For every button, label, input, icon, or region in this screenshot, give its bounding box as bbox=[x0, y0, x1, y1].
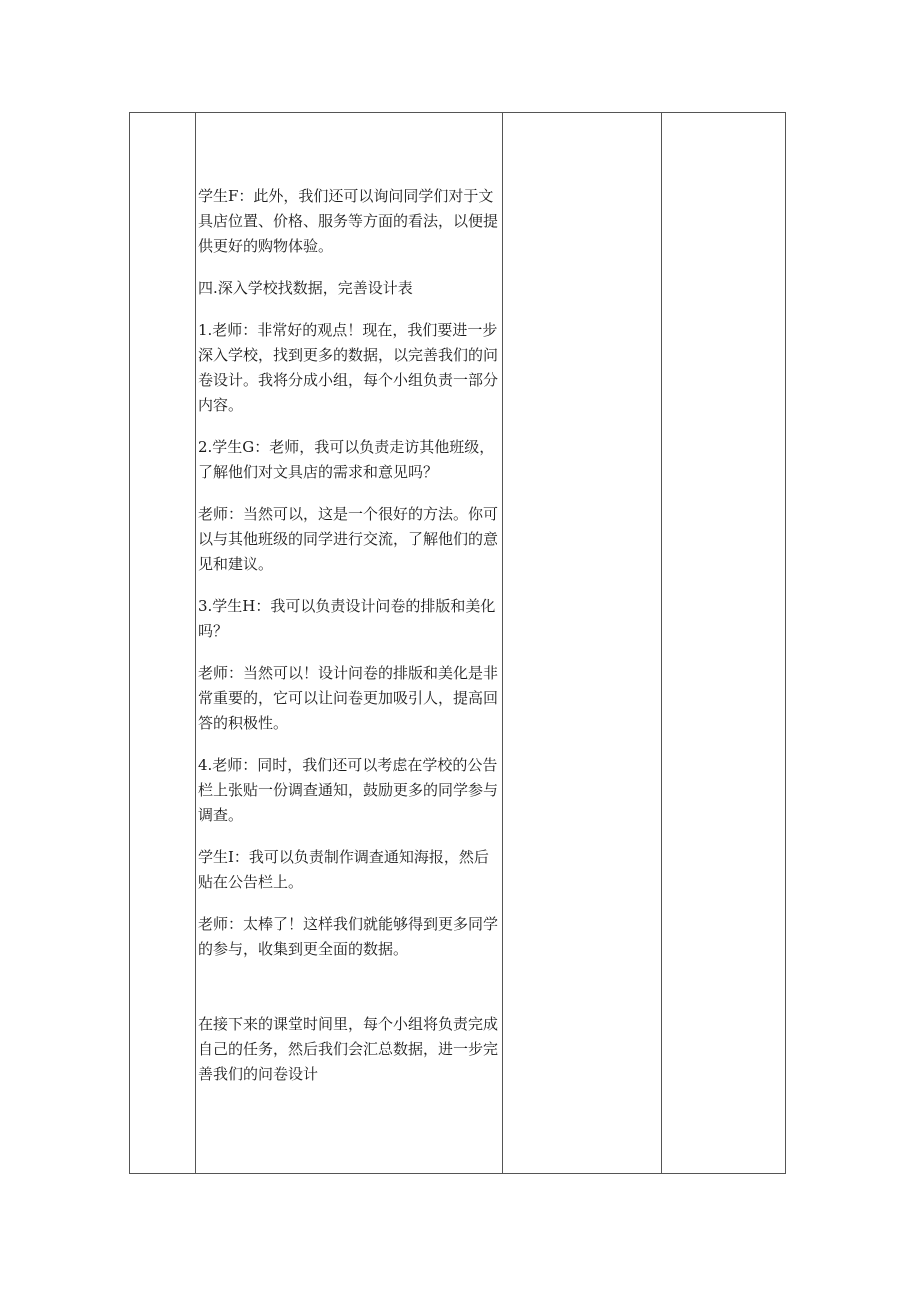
blank-cell-right bbox=[662, 113, 786, 1174]
section-heading: 四.深入学校找数据，完善设计表 bbox=[198, 279, 413, 297]
lesson-table bbox=[129, 112, 786, 1174]
paragraph-student-g: 2.学生G：老师，我可以负责走访其他班级，了解他们对文具店的需求和意见吗？ bbox=[198, 438, 495, 481]
paragraph-closing: 在接下来的课堂时间里，每个小组将负责完成自己的任务，然后我们会汇总数据，进一步完善我们的问卷设计 bbox=[198, 1015, 499, 1083]
dialogue-content bbox=[196, 113, 502, 1087]
paragraph-student-h: 3.学生H：我可以负责设计问卷的排版和美化吗？ bbox=[198, 597, 496, 640]
paragraph-teacher-reply-g: 老师：当然可以，这是一个很好的方法。你可以与其他班级的同学进行交流，了解他们的意见和建议。 bbox=[198, 505, 499, 573]
content-cell bbox=[196, 113, 503, 1174]
paragraph-teacher-1: 1.老师：非常好的观点！现在，我们要进一步深入学校，找到更多的数据，以完善我们的问卷设计。我将分成小组，每个小组负责一部分内容。 bbox=[198, 321, 499, 414]
paragraph-teacher-4: 4.老师：同时，我们还可以考虑在学校的公告栏上张贴一份调查通知，鼓励更多的同学参与调查。 bbox=[198, 756, 499, 824]
paragraph-teacher-reply-i: 老师：太棒了！这样我们就能够得到更多同学的参与，收集到更全面的数据。 bbox=[198, 915, 499, 958]
paragraph-student-f: 学生F：此外，我们还可以询问同学们对于文具店位置、价格、服务等方面的看法，以便提供更好的购物体验。 bbox=[198, 187, 499, 255]
paragraph-student-i: 学生I：我可以负责制作调查通知海报，然后贴在公告栏上。 bbox=[198, 848, 489, 891]
blank-cell-left bbox=[130, 113, 196, 1174]
table-row bbox=[130, 113, 786, 1174]
blank-cell-middle bbox=[503, 113, 662, 1174]
paragraph-teacher-reply-h: 老师：当然可以！设计问卷的排版和美化是非常重要的，它可以让问卷更加吸引人，提高回答的积极性。 bbox=[198, 664, 499, 732]
